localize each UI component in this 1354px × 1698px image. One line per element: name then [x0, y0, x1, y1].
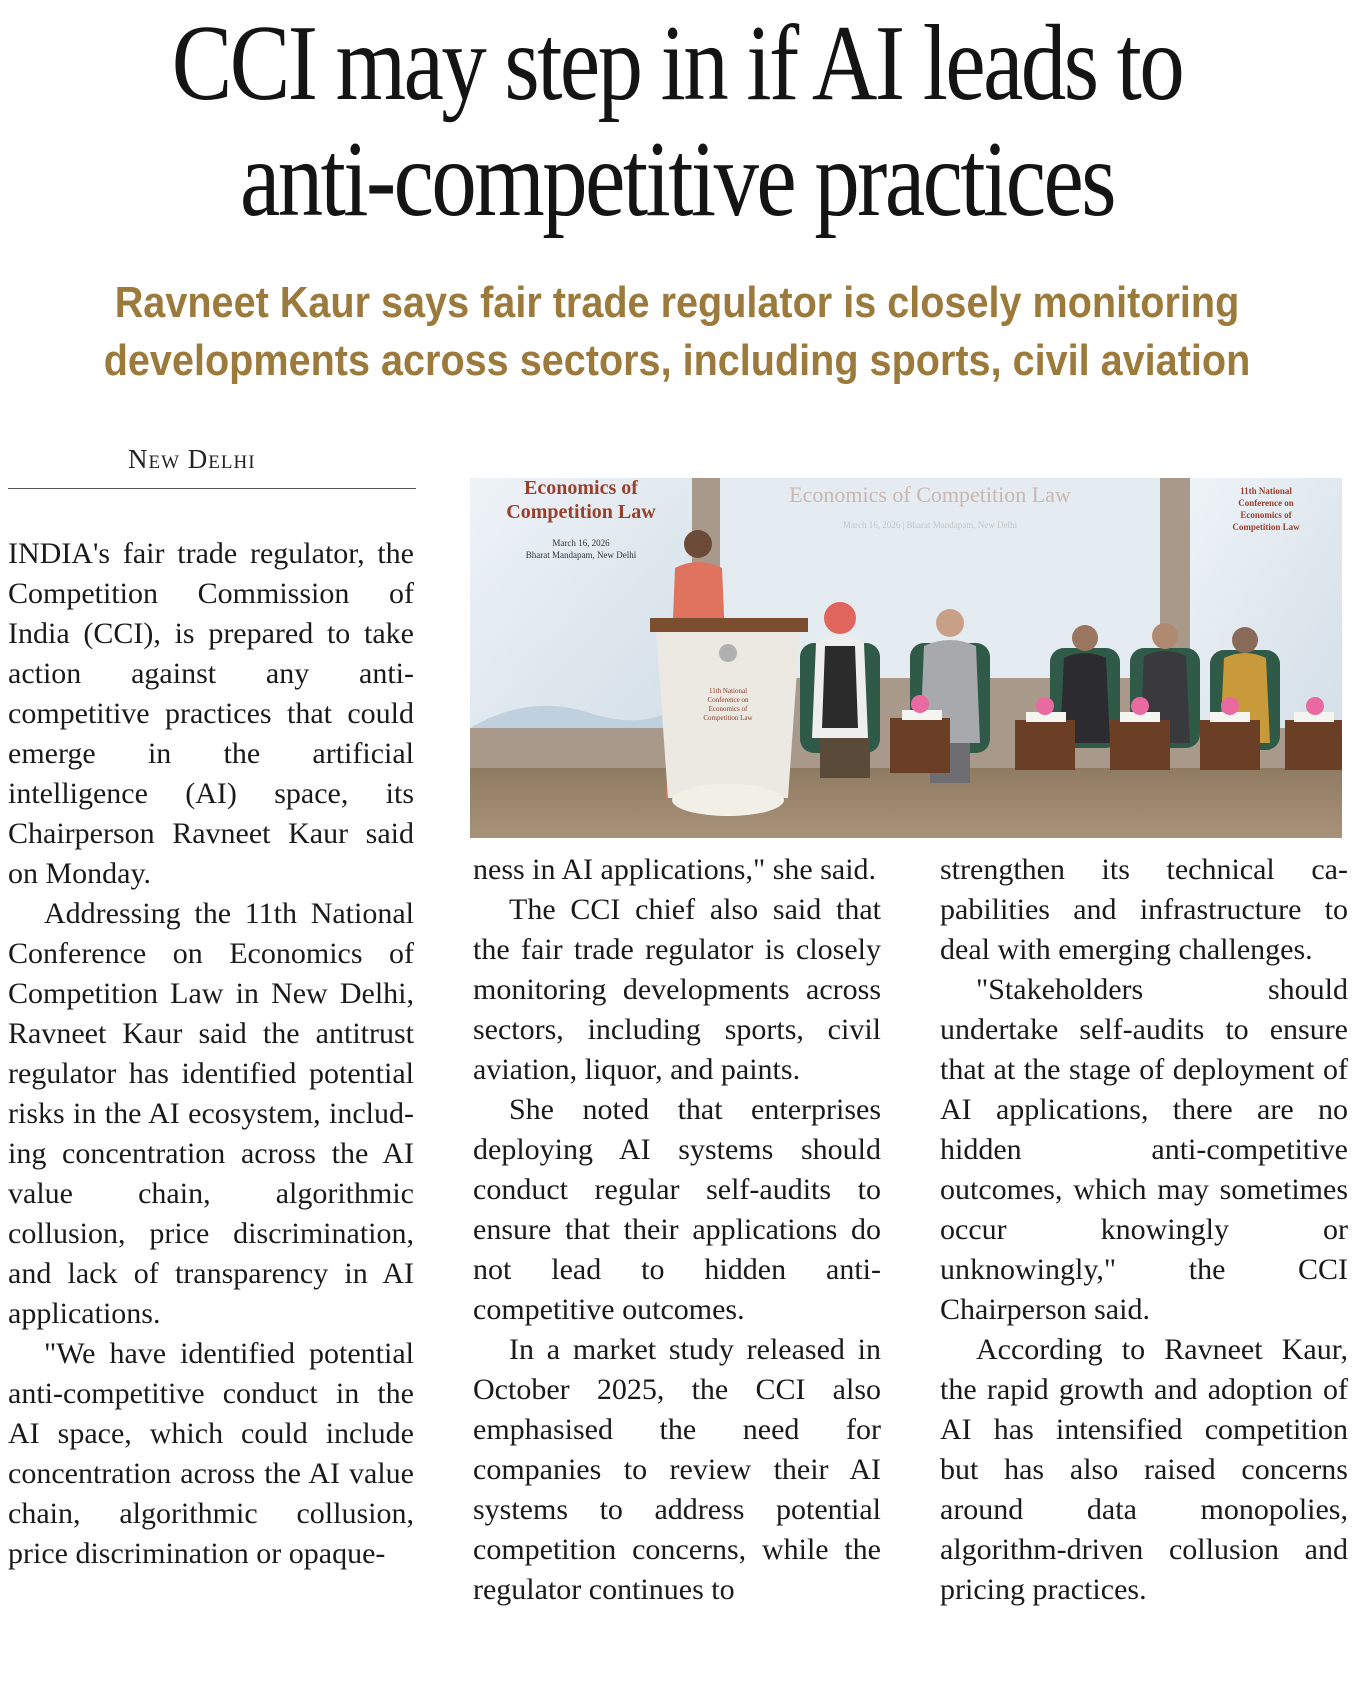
paragraph: "Stakeholders should undertake self-audits to ensure that at the stage of deployment of AI applications, there are no hidden anti-competitive outcomes, which may sometimes occur knowingly or unknowingly," the CCI Chairperson said.: [940, 973, 1348, 1326]
podium-top: [650, 618, 808, 632]
headline-line-1: CCI may step in if AI leads to: [171, 4, 1183, 123]
screen-left-text-1: Economics of: [524, 478, 638, 499]
subheadline: [68, 274, 1287, 390]
subheadline-line-2: developments across sectors, including sports, civil aviation: [103, 336, 1251, 385]
paragraph: She noted that enterprises deploying AI systems should conduct regular self-audits to ensure that their applications do not lead to hidden anti-competitive outcomes.: [473, 1093, 881, 1326]
article-column-2: [473, 850, 881, 1610]
flowers-3: [1131, 697, 1149, 715]
flowers-1: [911, 695, 929, 713]
headline-line-2: anti-competitive practices: [239, 120, 1115, 239]
paragraph: "We have identified potential anti-competitive conduct in the AI space, which could include concentration across the AI value chain, algorithmic collusion, price discrimination or opaque-: [8, 1337, 414, 1570]
podium-flowers: [672, 784, 784, 816]
podium-text-2: Conference on: [707, 696, 749, 704]
article-column-1: [8, 534, 414, 1574]
podium-text-3: Economics of: [708, 705, 748, 713]
screen-right-text-2: Conference on: [1238, 498, 1294, 508]
side-table-5: [1285, 720, 1342, 770]
podium-emblem-icon: [719, 644, 737, 662]
dateline: New Delhi: [128, 444, 256, 474]
screen-right-text-4: Competition Law: [1232, 522, 1300, 532]
screen-right-text-1: 11th National: [1240, 486, 1292, 496]
podium-text-1: 11th National: [708, 687, 748, 695]
speaker-head: [684, 530, 712, 558]
paragraph: strengthen its technical capabilities and infrastructure to deal with emerging challenges.: [940, 853, 1348, 966]
subheadline-line-1: Ravneet Kaur says fair trade regulator is closely monitoring: [114, 278, 1240, 327]
side-table-1: [890, 718, 950, 773]
paragraph: In a market study released in October 2025, the CCI also emphasised the need for companies to review their AI systems to address potential competition concerns, while the regulator continues to: [473, 1333, 881, 1606]
screen-center-text-2: March 16, 2026 | Bharat Mandapam, New Delhi: [842, 520, 1018, 530]
article-column-3: [940, 850, 1348, 1610]
screen-left-text-2: Competition Law: [506, 501, 656, 523]
paragraph: Addressing the 11th National Conference on Economics of Competition Law in New Delhi, Ravneet Kaur said the antitrust regulator has identified potential risks in the AI ecosystem, including concentration across the AI value chain, algorithmic collusion, price discrimination, and lack of transparency in AI applications.: [8, 897, 414, 1330]
podium-text-4: Competition Law: [703, 714, 753, 722]
dateline-rule: [8, 488, 416, 489]
screen-right-text-3: Economics of: [1240, 510, 1292, 520]
screen-left-text-4: Bharat Mandapam, New Delhi: [525, 550, 637, 560]
paragraph: ness in AI applications," she said.: [473, 853, 877, 886]
flowers-4: [1221, 697, 1239, 715]
flowers-5: [1306, 697, 1324, 715]
stage-floor: [470, 768, 1342, 838]
side-table-3: [1110, 720, 1170, 770]
paragraph: INDIA's fair trade regulator, the Competition Commission of India (CCI), is prepared to take action against any anti-competitive practices that could emerge in the artificial intelligence (AI) space, its Chairperson Ravneet Kaur said on Monday.: [8, 537, 414, 890]
screen-center-text-1: Economics of Competition Law: [789, 482, 1071, 507]
side-table-4: [1200, 720, 1260, 770]
paragraph: According to Ravneet Kaur, the rapid growth and adoption of AI has intensified competition but has also raised concerns around data monopolies, algorithm-driven collusion and pricing practices.: [940, 1333, 1348, 1606]
headline: [108, 6, 1245, 238]
flowers-2: [1036, 697, 1054, 715]
paragraph: The CCI chief also said that the fair trade regulator is closely monitoring developments across sectors, including sports, civil aviation, liquor, and paints.: [473, 893, 881, 1086]
screen-left-text-3: March 16, 2026: [552, 538, 610, 548]
side-table-2: [1015, 720, 1075, 770]
conference-photo: [470, 478, 1342, 838]
